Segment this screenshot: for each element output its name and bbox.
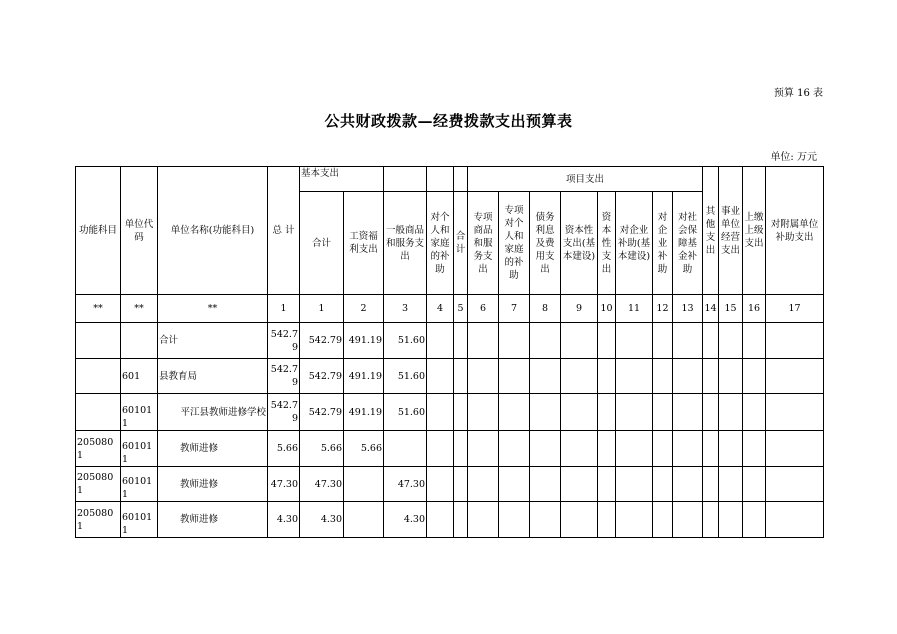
cell-goods	[384, 431, 427, 467]
header-social-security: 对社会保障基金补助	[673, 192, 703, 295]
cell-name: 教师进修	[158, 502, 268, 538]
cell-func	[76, 394, 121, 431]
code-cell: **	[121, 295, 158, 323]
code-cell: 9	[561, 295, 598, 323]
cell-basic-total: 542.79	[300, 394, 344, 431]
cell-func: 2050801	[76, 431, 121, 467]
cell-wage: 491.19	[344, 359, 384, 394]
code-cell: 1	[300, 295, 344, 323]
header-upper-level: 上缴上级支出	[743, 167, 766, 295]
cell-total: 542.79	[268, 359, 300, 394]
cell-wage: 491.19	[344, 323, 384, 359]
code-cell: 4	[427, 295, 454, 323]
header-blank-5	[454, 167, 468, 192]
header-capital: 资本性支出	[598, 192, 616, 295]
code-cell: **	[76, 295, 121, 323]
cell-name: 平江县教师进修学校	[158, 394, 268, 431]
cell-total: 5.66	[268, 431, 300, 467]
cell-basic-total: 5.66	[300, 431, 344, 467]
cell-func	[76, 323, 121, 359]
header-unit-name: 单位名称(功能科目)	[158, 167, 268, 295]
cell-wage	[344, 467, 384, 502]
cell-goods: 4.30	[384, 502, 427, 538]
unit-label: 单位: 万元	[770, 152, 817, 163]
header-blank-3	[384, 167, 427, 192]
cell-code	[121, 323, 158, 359]
cell-wage	[344, 502, 384, 538]
cell-basic-total: 542.79	[300, 323, 344, 359]
code-cell: 10	[598, 295, 616, 323]
header-project-total: 合计	[454, 192, 468, 295]
cell-goods: 51.60	[384, 394, 427, 431]
cell-name: 合计	[158, 323, 268, 359]
code-cell: 6	[468, 295, 499, 323]
header-project: 项目支出	[468, 167, 703, 192]
header-capital-basic: 资本性支出(基本建设)	[561, 192, 598, 295]
header-enterprise: 对企业补助	[653, 192, 673, 295]
cell-basic-total: 542.79	[300, 359, 344, 394]
code-cell: 16	[743, 295, 766, 323]
cell-goods: 51.60	[384, 359, 427, 394]
code-row	[76, 295, 824, 323]
cell-total: 542.79	[268, 323, 300, 359]
header-func-subject: 功能科目	[76, 167, 121, 295]
code-cell: 12	[653, 295, 673, 323]
code-cell: 7	[499, 295, 530, 323]
cell-code: 601011	[121, 467, 158, 502]
table-row	[76, 431, 824, 467]
table-row	[76, 502, 824, 538]
code-cell: 14	[703, 295, 719, 323]
page-title: 公共财政拨款—经费拨款支出预算表	[324, 112, 573, 130]
cell-func: 2050801	[76, 502, 121, 538]
cell-wage: 491.19	[344, 394, 384, 431]
cell-goods: 47.30	[384, 467, 427, 502]
header-affiliated: 对附属单位补助支出	[766, 167, 824, 295]
cell-code: 601	[121, 359, 158, 394]
code-cell: 1	[268, 295, 300, 323]
cell-func	[76, 359, 121, 394]
header-basic-total: 合计	[300, 192, 344, 295]
code-cell: 15	[719, 295, 743, 323]
code-cell: 3	[384, 295, 427, 323]
header-enterprise-basic: 对企业补助(基本建设)	[616, 192, 653, 295]
code-cell: 8	[530, 295, 561, 323]
cell-name: 教师进修	[158, 431, 268, 467]
table-row	[76, 359, 824, 394]
header-blank-4	[427, 167, 454, 192]
cell-total: 542.79	[268, 394, 300, 431]
header-debt-interest: 债务利息及费用支出	[530, 192, 561, 295]
table-row	[76, 394, 824, 431]
form-number: 预算 16 表	[773, 88, 823, 99]
cell-basic-total: 47.30	[300, 467, 344, 502]
code-cell: 2	[344, 295, 384, 323]
code-cell: 5	[454, 295, 468, 323]
cell-goods: 51.60	[384, 323, 427, 359]
code-cell: 13	[673, 295, 703, 323]
cell-basic-total: 4.30	[300, 502, 344, 538]
code-cell: **	[158, 295, 268, 323]
header-wage-welfare: 工资福利支出	[344, 192, 384, 295]
cell-name: 县教育局	[158, 359, 268, 394]
header-special-goods: 专项商品和服务支出	[468, 192, 499, 295]
header-special-personal: 专项对个人和家庭的补助	[499, 192, 530, 295]
header-row-top	[76, 167, 824, 192]
header-total: 总 计	[268, 167, 300, 295]
cell-name: 教师进修	[158, 467, 268, 502]
header-other: 其他支出	[703, 167, 719, 295]
cell-func: 2050801	[76, 467, 121, 502]
header-basic: 基本支出	[300, 167, 384, 192]
header-personal-family: 对个人和家庭的补助	[427, 192, 454, 295]
header-unit-code: 单位代码	[121, 167, 158, 295]
code-cell: 17	[766, 295, 824, 323]
header-business-op: 事业单位经营支出	[719, 167, 743, 295]
code-cell: 11	[616, 295, 653, 323]
cell-code: 601011	[121, 431, 158, 467]
header-goods-services: 一般商品和服务支出	[384, 192, 427, 295]
cell-total: 4.30	[268, 502, 300, 538]
cell-code: 601011	[121, 502, 158, 538]
table-row	[76, 323, 824, 359]
cell-code: 601011	[121, 394, 158, 431]
budget-table	[75, 166, 824, 538]
cell-wage: 5.66	[344, 431, 384, 467]
cell-total: 47.30	[268, 467, 300, 502]
table-row	[76, 467, 824, 502]
